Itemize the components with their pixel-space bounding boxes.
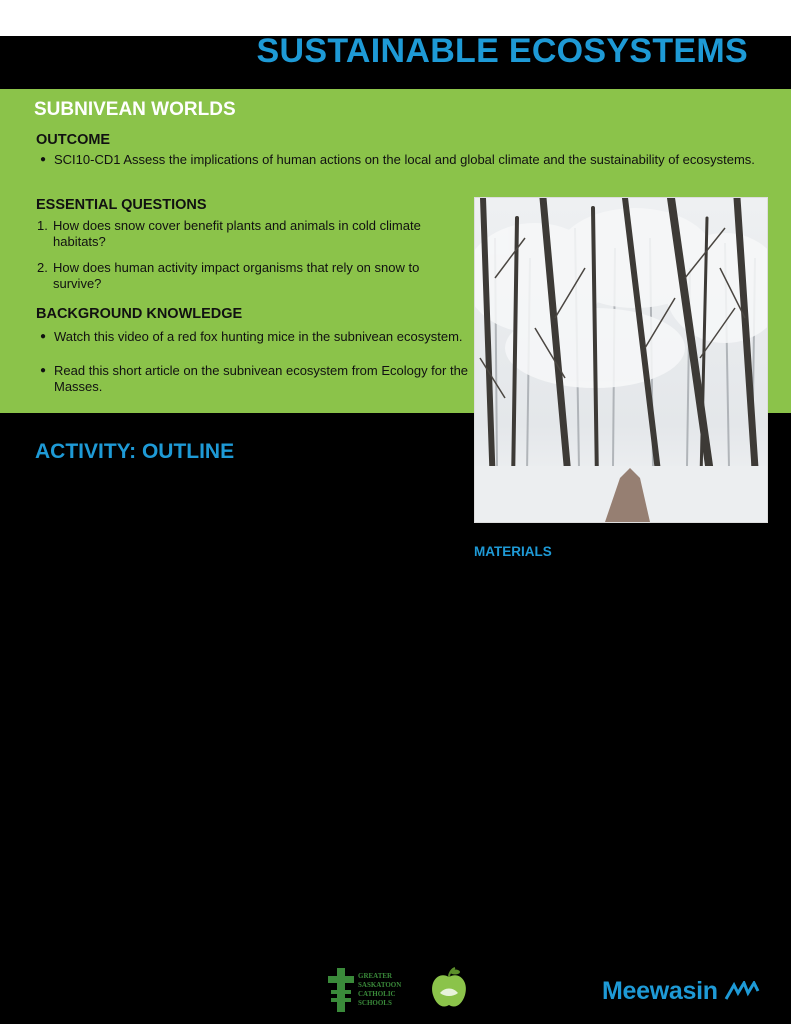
bullet-icon: ● [40, 154, 47, 165]
background-text[interactable]: Watch this video of a red fox hunting mice in the subnivean ecosystem. [54, 329, 463, 344]
meewasin-logo [602, 977, 760, 1006]
background-heading: BACKGROUND KNOWLEDGE [36, 306, 243, 322]
outcome-item [40, 152, 760, 168]
outcome-heading: OUTCOME [36, 132, 111, 148]
meewasin-name: Meewasin [602, 977, 718, 1005]
question-number: 1. [37, 218, 48, 233]
wave-icon [724, 981, 760, 1001]
apple-logo [427, 967, 471, 1011]
top-margin [0, 0, 791, 36]
bullet-icon: ● [40, 365, 47, 376]
materials-title: MATERIALS [474, 544, 552, 559]
question-item [37, 260, 467, 292]
questions-heading: ESSENTIAL QUESTIONS [36, 197, 207, 213]
activity-title: ACTIVITY: OUTLINE [35, 440, 235, 463]
question-text: How does human activity impact organisms that rely on snow to survive? [53, 260, 420, 291]
question-item [37, 218, 467, 250]
lesson-title: SUBNIVEAN WORLDS [34, 99, 236, 120]
catholic-schools-name: GREATER SASKATOON CATHOLIC SCHOOLS [358, 972, 402, 1007]
question-number: 2. [37, 260, 48, 275]
background-text[interactable]: Read this short article on the subnivean ecosystem from Ecology for the Masses. [54, 363, 469, 394]
background-item [40, 329, 470, 345]
apple-icon [427, 967, 471, 1011]
page-banner-title: SUSTAINABLE ECOSYSTEMS [256, 32, 748, 70]
cross-tree-icon [326, 968, 356, 1012]
bullet-icon: ● [40, 331, 47, 342]
snowy-forest-photo [474, 197, 768, 523]
outcome-text: SCI10-CD1 Assess the implications of human actions on the local and global climate and the sustainability of ecosystems. [54, 152, 755, 167]
background-item [40, 363, 470, 395]
catholic-schools-logo [326, 968, 406, 1012]
question-text: How does snow cover benefit plants and animals in cold climate habitats? [53, 218, 421, 249]
